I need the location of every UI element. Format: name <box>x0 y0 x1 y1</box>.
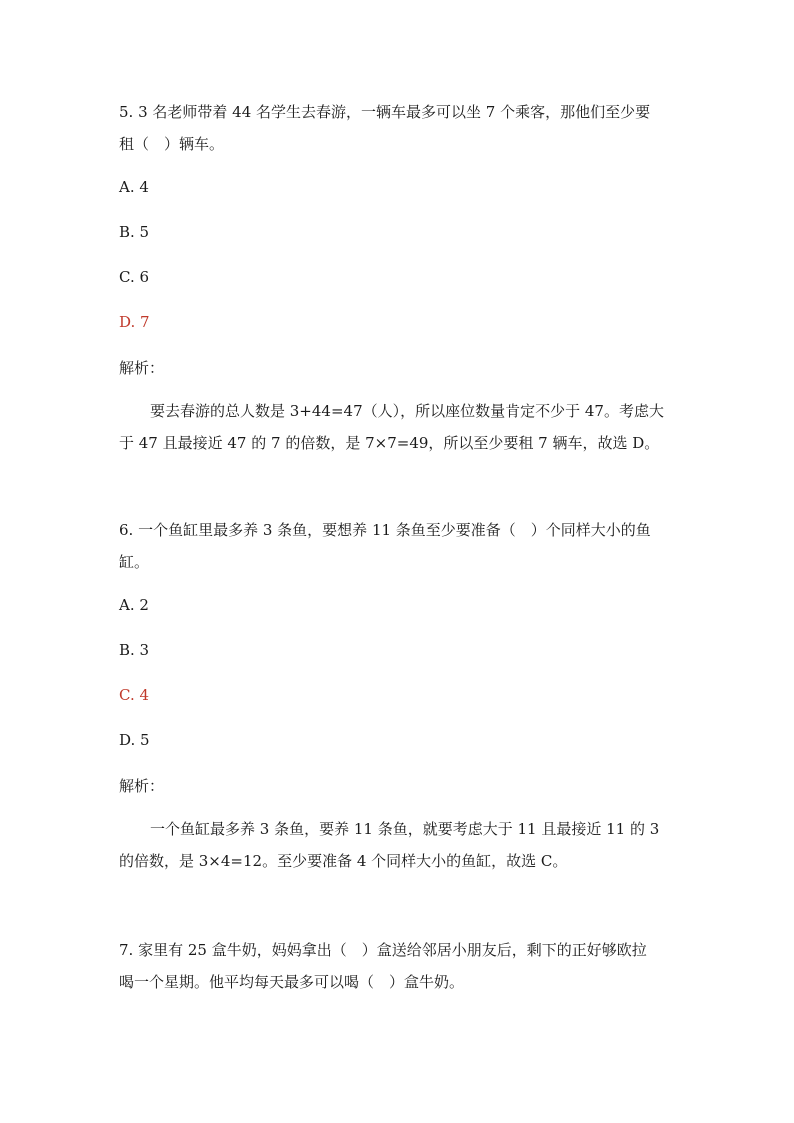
question-5-option-c: C. 6 <box>119 268 150 286</box>
question-5-option-a: A. 4 <box>119 178 149 196</box>
question-5-number: 5. <box>119 103 134 121</box>
question-6-analysis-line2: 的倍数，是 3×4=12。至少要准备 4 个同样大小的鱼缸，故选 C。 <box>119 852 568 870</box>
question-5-analysis-label: 解析： <box>119 359 165 377</box>
question-7-text2: 喝一个星期。他平均每天最多可以喝（ ）盒牛奶。 <box>119 973 465 991</box>
question-6-option-b: B. 3 <box>119 641 150 659</box>
question-6-line1 <box>119 519 651 540</box>
question-6-option-a: A. 2 <box>119 596 149 614</box>
question-6-text1: 一个鱼缸里最多养 3 条鱼，要想养 11 条鱼至少要准备（ ）个同样大小的鱼 <box>138 521 651 539</box>
question-5-analysis-line1: 要去春游的总人数是 3+44=47（人），所以座位数量肯定不少于 47。考虑大 <box>150 402 664 420</box>
question-5-option-d: D. 7 <box>119 313 150 331</box>
question-7-number: 7. <box>119 941 134 959</box>
question-5-text2: 租（ ）辆车。 <box>119 135 225 153</box>
question-5-analysis-line2: 于 47 且最接近 47 的 7 的倍数，是 7×7=49，所以至少要租 7 辆车，故选 D。 <box>119 434 660 452</box>
question-6-text2: 缸。 <box>119 553 150 571</box>
question-5-text1: 3 名老师带着 44 名学生去春游，一辆车最多可以坐 7 个乘客，那他们至少要 <box>138 103 651 121</box>
question-6-analysis-label: 解析： <box>119 777 165 795</box>
question-7-line1 <box>119 939 647 960</box>
question-5-option-b: B. 5 <box>119 223 150 241</box>
question-6-option-d: D. 5 <box>119 731 150 749</box>
question-6-analysis-line1: 一个鱼缸最多养 3 条鱼，要养 11 条鱼，就要考虑大于 11 且最接近 11 的 3 <box>150 820 660 838</box>
question-7-text1: 家里有 25 盒牛奶，妈妈拿出（ ）盒送给邻居小朋友后，剩下的正好够欧拉 <box>138 941 647 959</box>
question-5-line1 <box>119 101 650 122</box>
question-6-option-c: C. 4 <box>119 686 150 704</box>
question-6-number: 6. <box>119 521 134 539</box>
